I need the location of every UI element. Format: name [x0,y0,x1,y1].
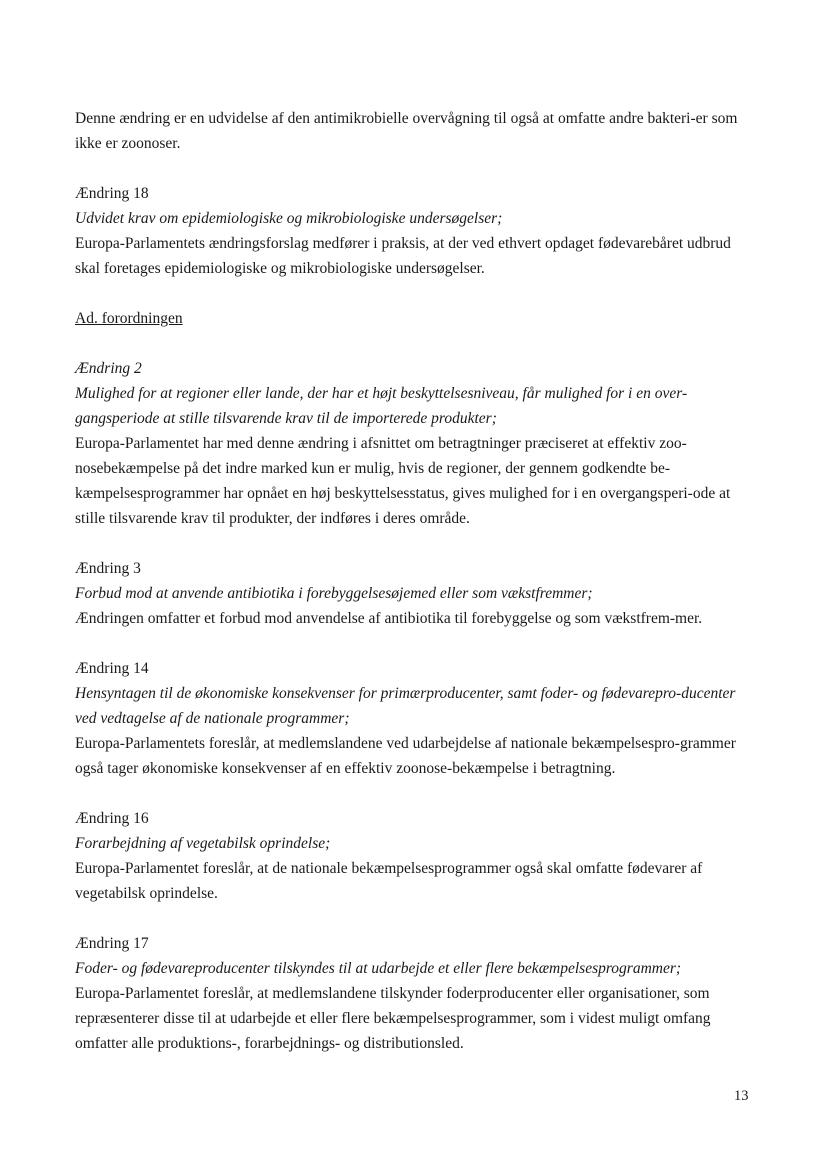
amendment-body: Europa-Parlamentets ændringsforslag medfører i praksis, at der ved ethvert opdaget fødevarebåret udbrud skal foretages epidemiologiske og mikrobiologiske undersøgelser. [75,235,731,277]
page-number: 13 [734,1088,749,1104]
amendment-body: Ændringen omfatter et forbud mod anvendelse af antibiotika til forebyggelse og som vækstfrem-mer. [75,610,703,627]
amendment-block-17 [75,931,755,1056]
amendment-title: Udvidet krav om epidemiologiske og mikrobiologiske undersøgelser; [75,210,503,227]
amendment-body: Europa-Parlamentet foreslår, at medlemslandene tilskynder foderproducenter eller organisationer, som repræsenterer disse til at udarbejde et eller flere bekæmpelsesprogrammer, som i videst muligt omfang omfatter alle produktions-, forarbejdnings- og distributionsled. [75,985,711,1052]
amendment-block-16 [75,806,755,906]
amendment-heading: Ændring 18 [75,185,149,202]
spacer [75,906,755,931]
amendment-title: Hensyntagen til de økonomiske konsekvenser for primærproducenter, samt foder- og fødevarepro-ducenter ved vedtagelse af de nationale programmer; [75,685,736,727]
amendment-heading: Ændring 2 [75,360,142,377]
amendment-heading: Ændring 3 [75,560,141,577]
amendment-body: Europa-Parlamentets foreslår, at medlemslandene ved udarbejdelse af nationale bekæmpelsespro-grammer også tager økonomiske konsekvenser af en effektiv zoonose-bekæmpelse i betragtning. [75,735,736,777]
amendment-block-2 [75,356,755,531]
intro-paragraph: Denne ændring er en udvidelse af den antimikrobielle overvågning til også at omfatte andre bakteri-er som ikke er zoonoser. [75,110,738,152]
section-heading: Ad. forordningen [75,310,183,327]
spacer [75,631,755,656]
amendment-heading: Ændring 14 [75,660,149,677]
spacer [75,281,755,306]
spacer [75,781,755,806]
amendment-title: Mulighed for at regioner eller lande, der har et højt beskyttelsesniveau, får mulighed for i en over-gangsperiode at stille tilsvarende krav til de importerede produkter; [75,385,688,427]
amendment-block-18 [75,181,755,281]
amendment-body: Europa-Parlamentet foreslår, at de nationale bekæmpelsesprogrammer også skal omfatte fødevarer af vegetabilsk oprindelse. [75,860,703,902]
document-page [75,106,755,1056]
amendment-heading: Ændring 16 [75,810,149,827]
amendment-block-14 [75,656,755,781]
spacer [75,156,755,181]
amendment-body: Europa-Parlamentet har med denne ændring i afsnittet om betragtninger præciseret at effektiv zoo-nosebekæmpelse på det indre marked kun er mulig, hvis de regioner, der gennem godkendte be-kæmpelsesprogrammer har opnået en høj beskyttelsesstatus, gives mulighed for i en overgangsperi-ode at stille tilsvarende krav til produkter, der indføres i deres område. [75,435,731,527]
amendment-block-3 [75,556,755,631]
amendment-heading: Ændring 17 [75,935,149,952]
spacer [75,531,755,556]
amendment-title: Foder- og fødevareproducenter tilskyndes til at udarbejde et eller flere bekæmpelsesprogrammer; [75,960,682,977]
amendment-title: Forarbejdning af vegetabilsk oprindelse; [75,835,331,852]
spacer [75,331,755,356]
amendment-title: Forbud mod at anvende antibiotika i forebyggelsesøjemed eller som vækstfremmer; [75,585,593,602]
